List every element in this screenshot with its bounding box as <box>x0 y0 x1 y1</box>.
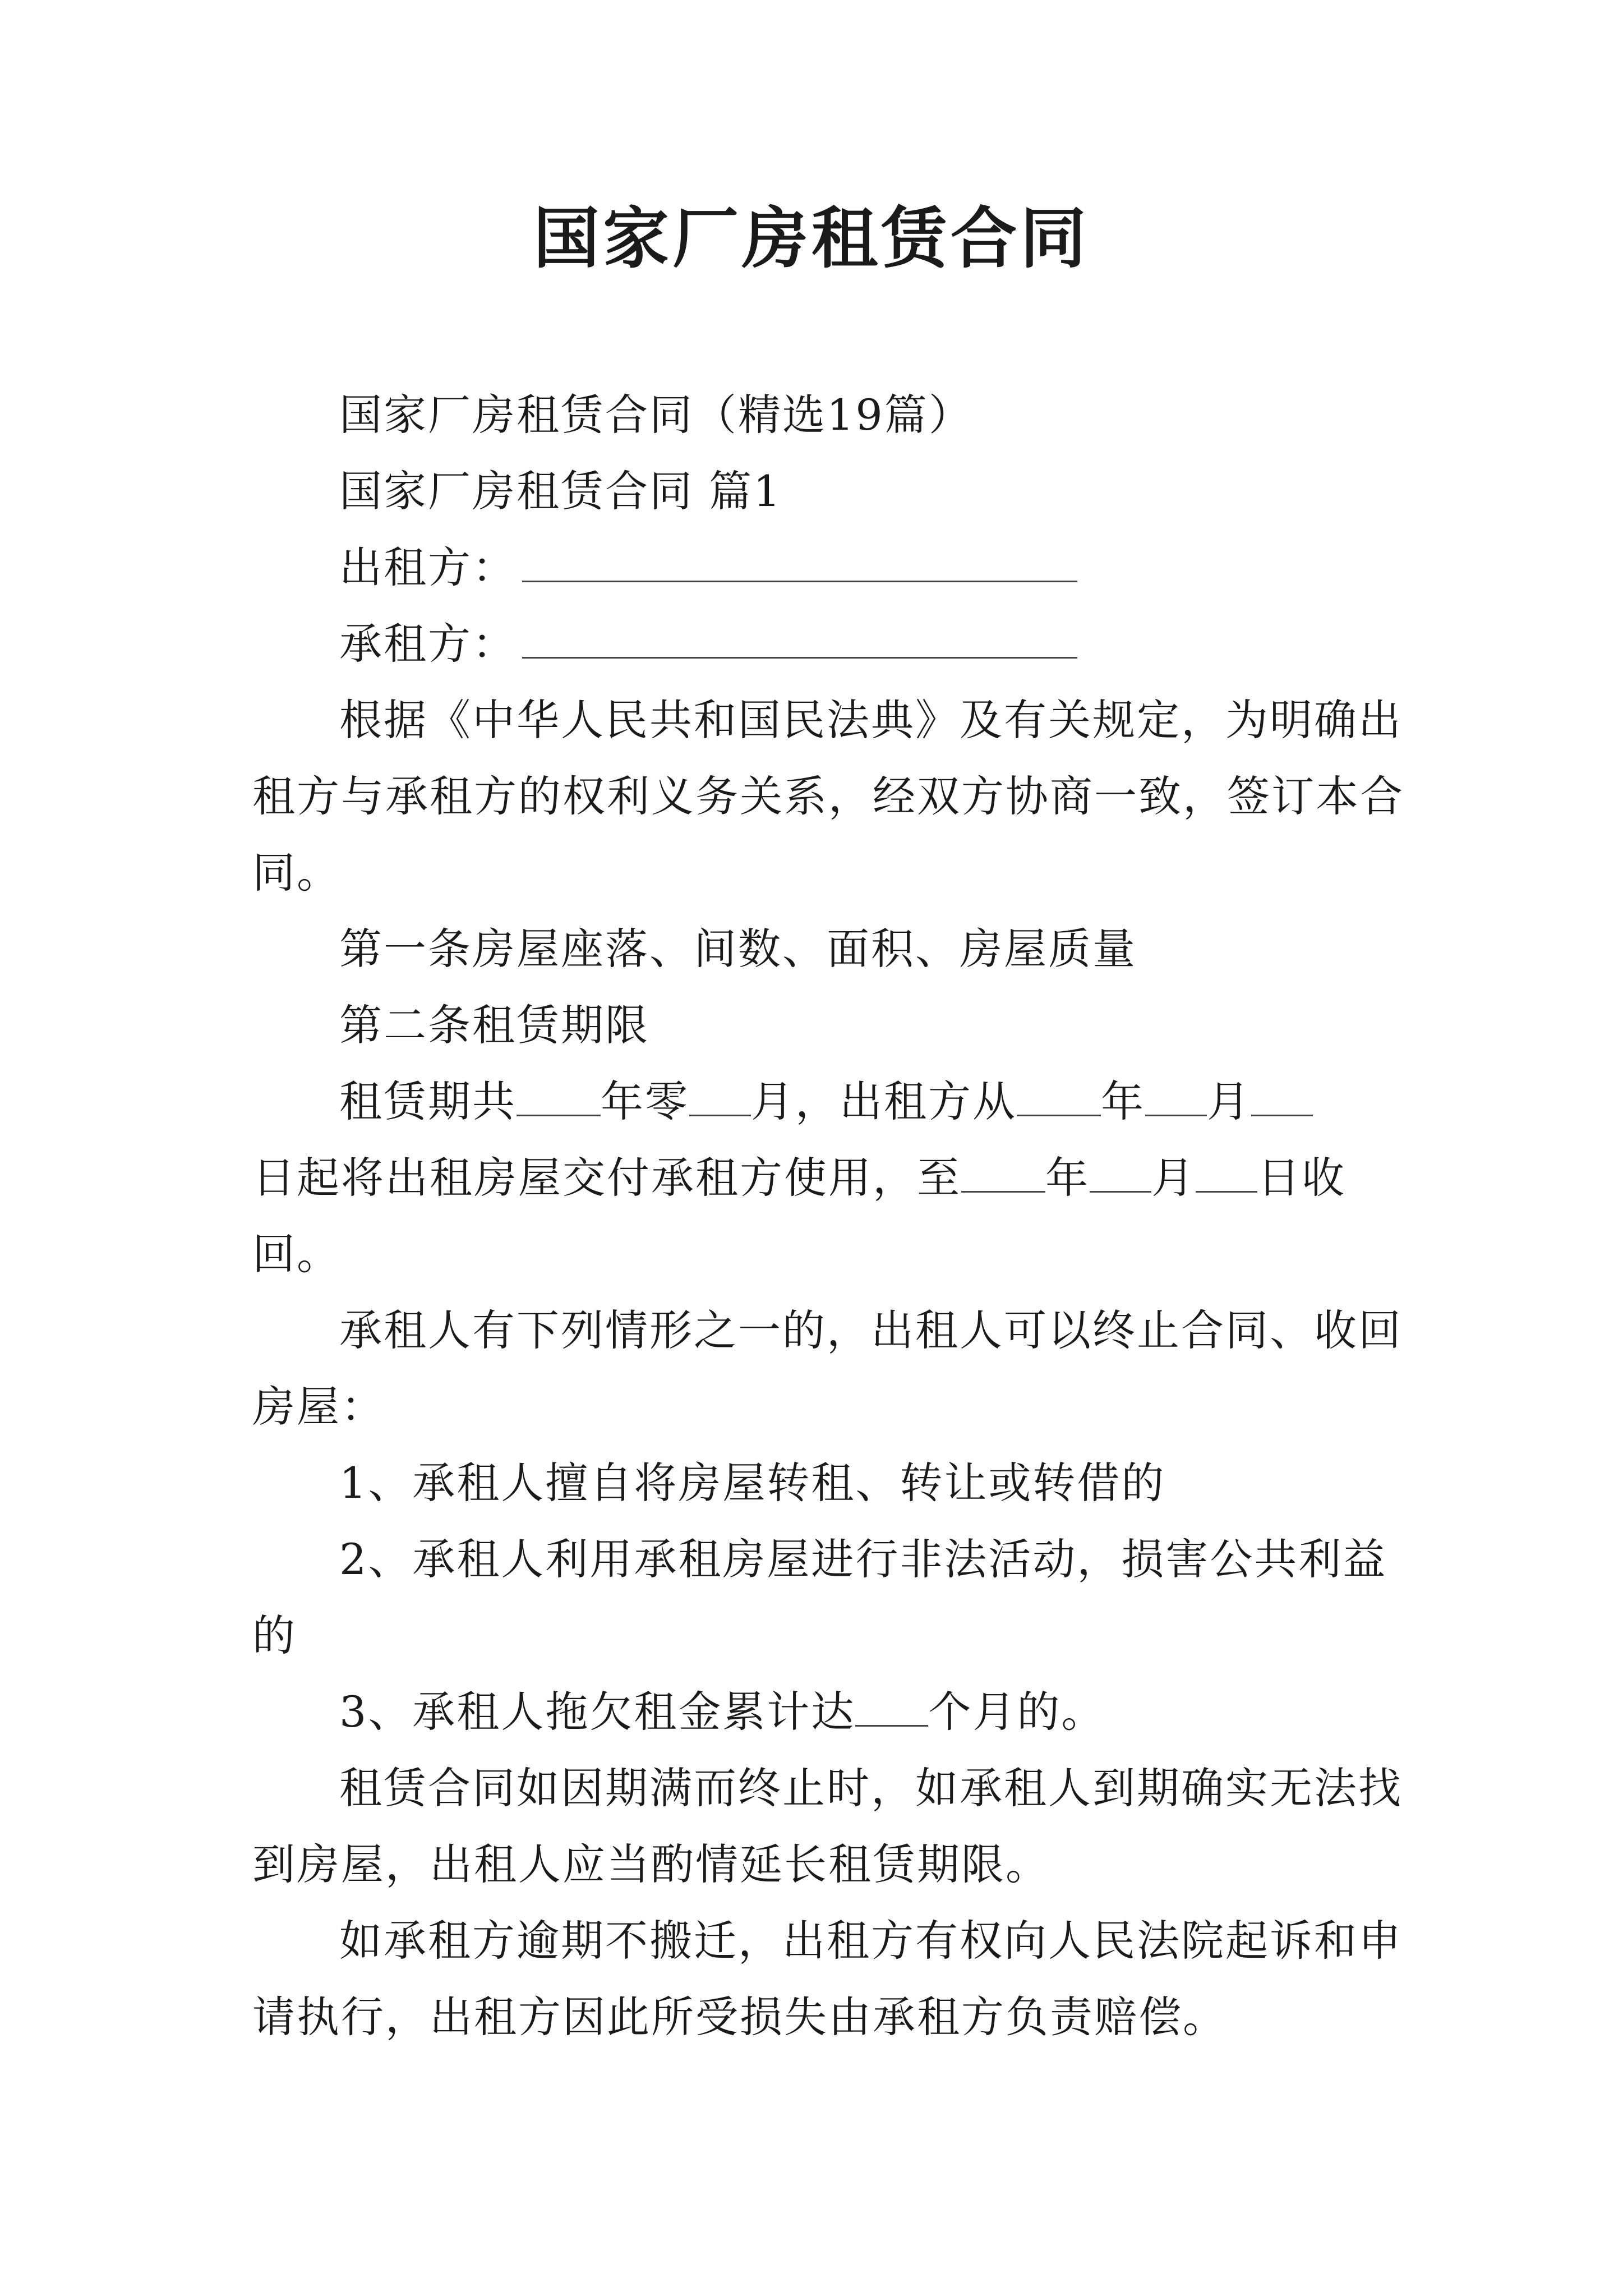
blank-end-day <box>1196 1147 1257 1193</box>
item-2-line2: 的 <box>252 1611 297 1660</box>
item-3-text: 3、承租人拖欠租金累计达 <box>339 1687 856 1737</box>
blank-end-year <box>961 1147 1045 1193</box>
para3-line2: 到房屋，出租人应当酌情延长租赁期限。 <box>252 1839 1050 1889</box>
para2-line1: 承租人有下列情形之一的，出租人可以终止合同、收回 <box>339 1305 1403 1355</box>
blank-months-overdue <box>855 1681 928 1727</box>
para3-line1: 租赁合同如因期满而终止时，如承租人到期确实无法找 <box>339 1763 1403 1813</box>
subtitle: 国家厂房租赁合同（精选19篇） <box>339 390 973 440</box>
item-1: 1、承租人擅自将房屋转租、转让或转借的 <box>339 1458 1166 1508</box>
para1-line3: 同。 <box>252 848 341 898</box>
term-text: 月 <box>1207 1076 1251 1126</box>
term-text: 月 <box>1151 1153 1196 1203</box>
section-heading: 国家厂房租赁合同 篇1 <box>339 466 782 516</box>
lessee-line <box>339 605 1387 683</box>
article-2: 第二条租赁期限 <box>339 1000 649 1050</box>
para2-line2: 房屋： <box>252 1382 385 1432</box>
term-line3: 回。 <box>252 1229 341 1279</box>
item-2-line1: 2、承租人利用承租房屋进行非法活动，损害公共利益 <box>339 1534 1387 1584</box>
article-1: 第一条房屋座落、间数、面积、房屋质量 <box>339 924 1137 974</box>
lessee-blank <box>522 613 1077 659</box>
blank-end-month <box>1090 1147 1151 1193</box>
lessor-label: 出租方： <box>339 542 517 592</box>
term-text: 租赁期共 <box>339 1076 517 1126</box>
blank-start-day <box>1251 1071 1313 1116</box>
para4-line1: 如承租方逾期不搬迁，出租方有权向人民法院起诉和申 <box>339 1916 1403 1966</box>
term-text: 日起将出租房屋交付承租方使用，至 <box>252 1153 961 1203</box>
para1-line2: 租方与承租方的权利义务关系，经双方协商一致，签订本合 <box>252 771 1404 821</box>
term-text: 年 <box>1045 1153 1090 1203</box>
para1-line1: 根据《中华人民共和国民法典》及有关规定，为明确出 <box>339 695 1403 745</box>
term-text: 日收 <box>1257 1153 1346 1203</box>
para4-line2: 请执行，出租方因此所受损失由承租方负责赔偿。 <box>252 1992 1227 2042</box>
term-text: 年 <box>1101 1076 1145 1126</box>
term-text: 年零 <box>601 1076 689 1126</box>
blank-start-month <box>1145 1071 1207 1116</box>
blank-start-year <box>1017 1071 1101 1116</box>
blank-months <box>689 1071 751 1116</box>
item-3 <box>339 1673 1387 1751</box>
lessor-blank <box>522 537 1077 582</box>
lessee-label: 承租方： <box>339 619 517 669</box>
term-line1 <box>339 1062 1387 1141</box>
item-3-text: 个月的。 <box>928 1687 1106 1737</box>
blank-years <box>517 1071 601 1116</box>
lessor-line <box>339 528 1387 607</box>
page-title: 国家厂房租赁合同 <box>533 199 1090 277</box>
term-text: 月，出租方从 <box>751 1076 1017 1126</box>
term-line2 <box>252 1139 1387 1217</box>
